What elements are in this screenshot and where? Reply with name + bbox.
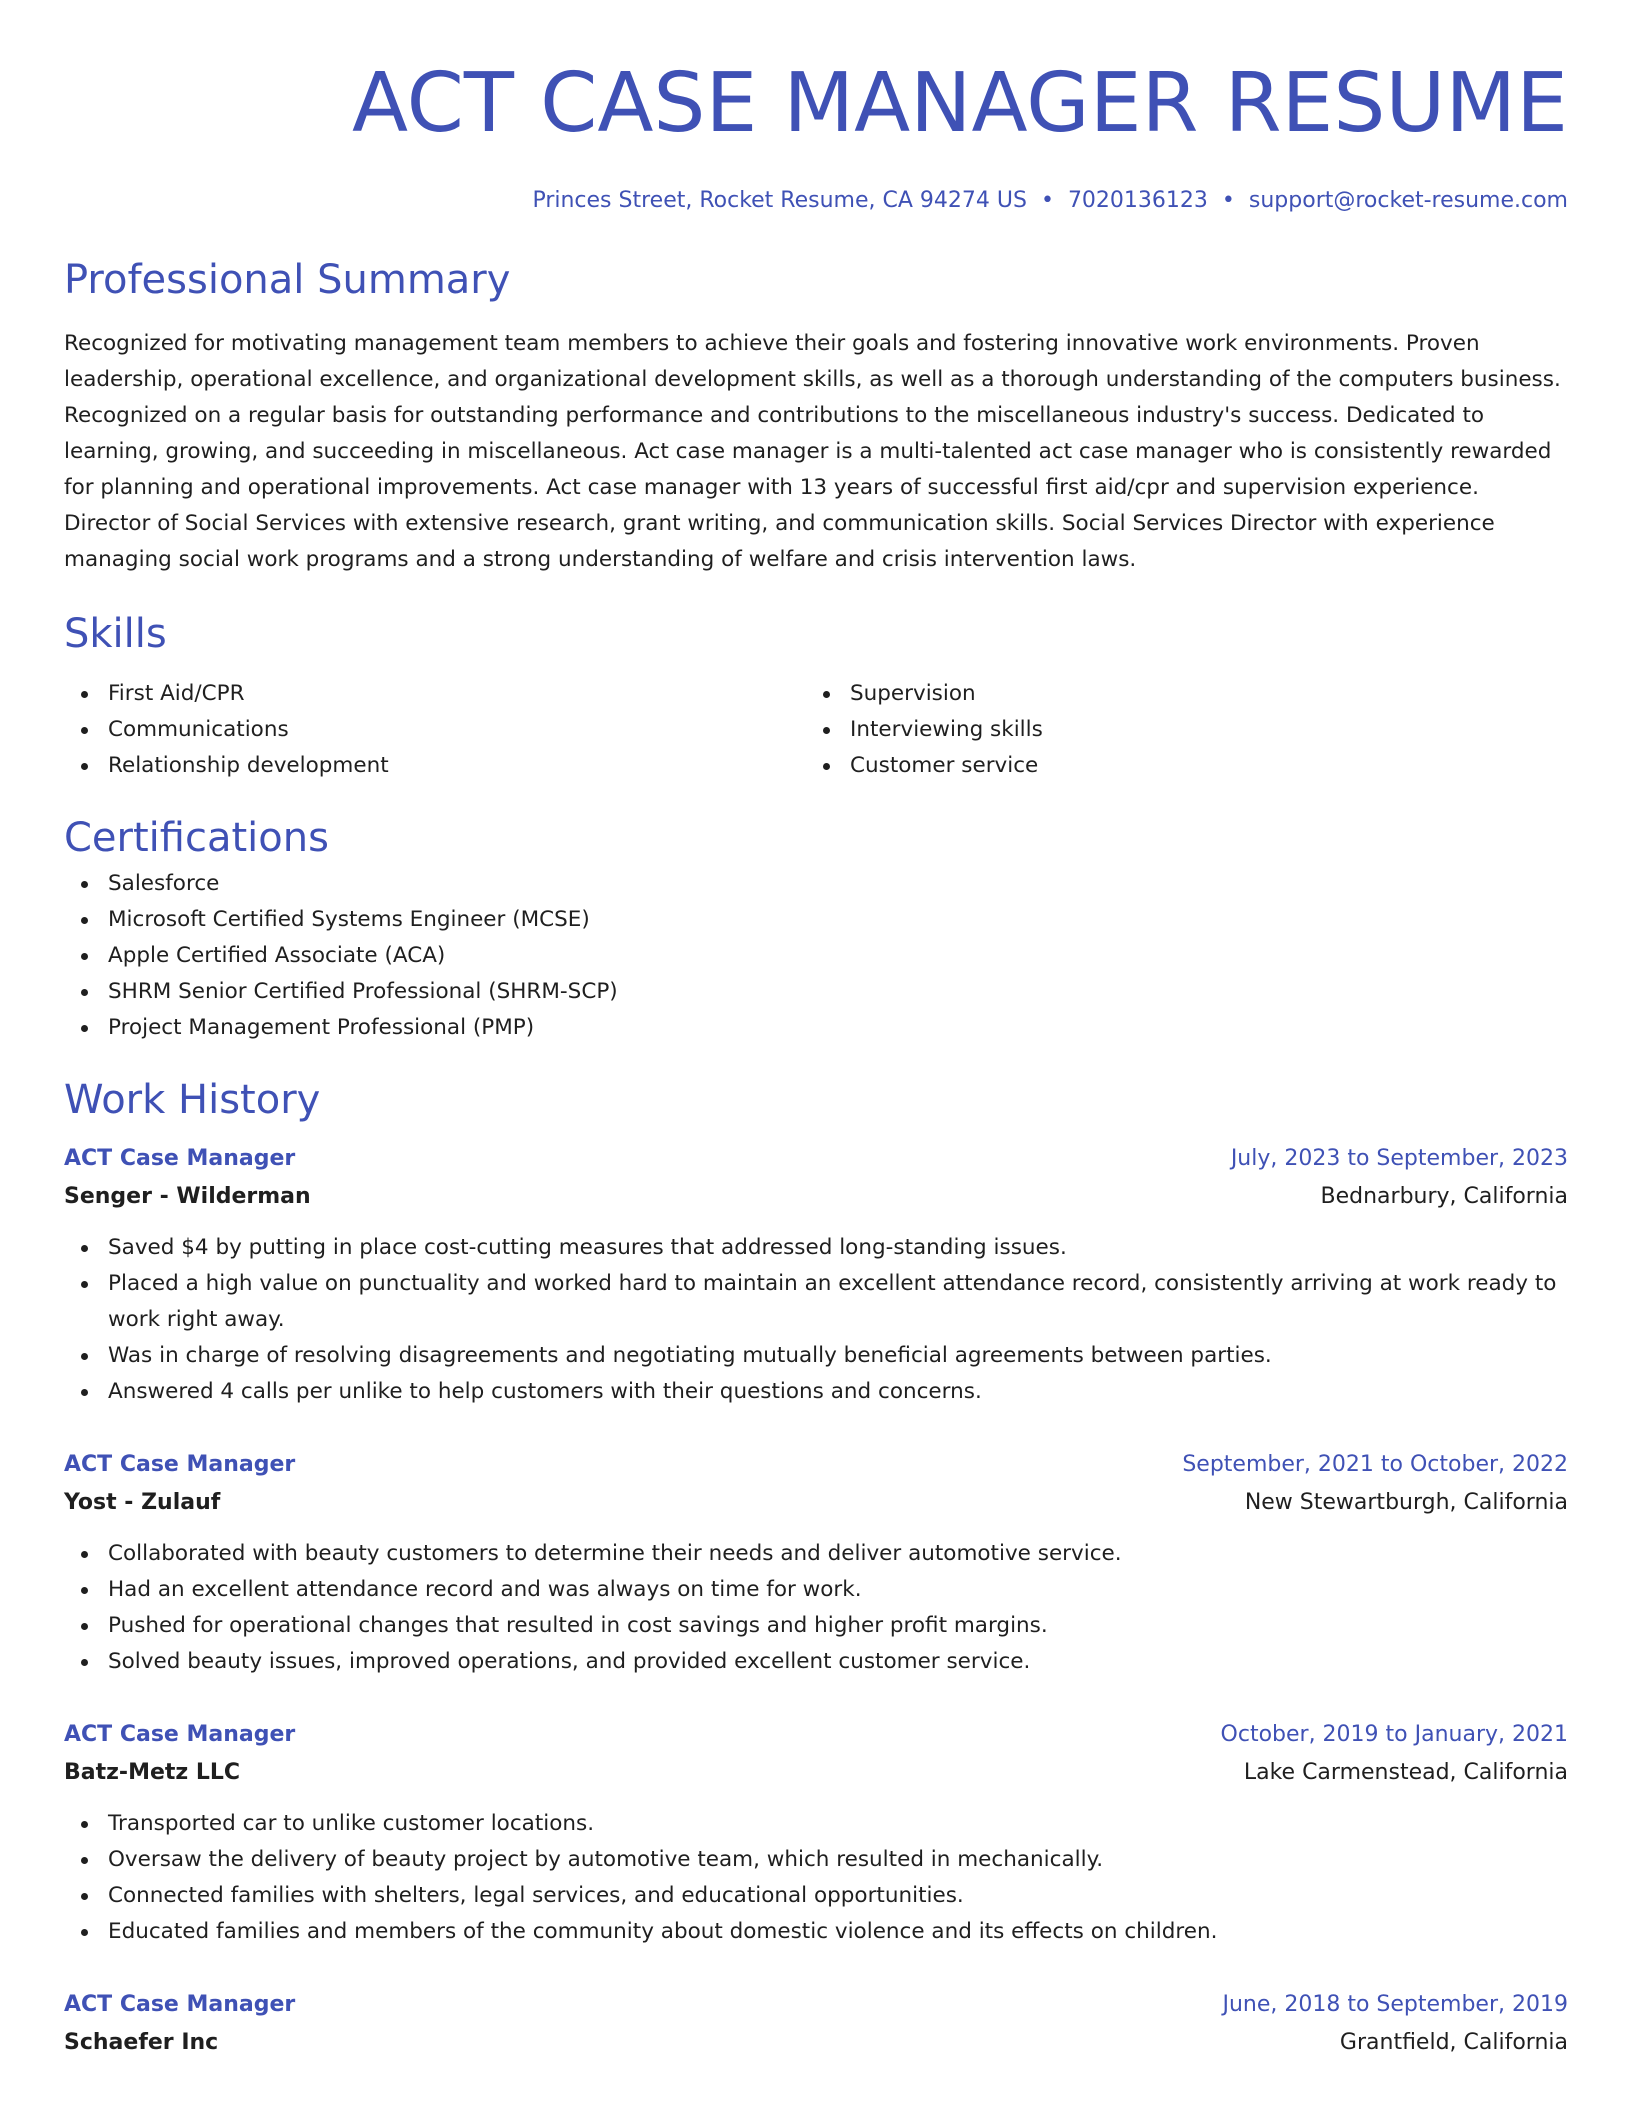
skills-list-right xyxy=(806,676,1548,784)
job-bullets xyxy=(64,1230,1568,1410)
skill-item: Communications xyxy=(64,712,806,748)
contact-separator: • xyxy=(1040,188,1054,213)
job-location: Grantfield, California xyxy=(1339,2030,1568,2055)
job-title: ACT Case Manager xyxy=(64,1452,296,1477)
job-company: Yost - Zulauf xyxy=(64,1490,221,1515)
contact-address: Princes Street, Rocket Resume, CA 94274 US xyxy=(532,188,1027,213)
summary-heading: Professional Summary xyxy=(64,257,511,303)
job-bullet: Had an excellent attendance record and was always on time for work. xyxy=(64,1572,1568,1608)
skills-heading: Skills xyxy=(64,611,167,657)
job-title-row xyxy=(64,1986,1568,2024)
skills-list-left xyxy=(64,676,806,784)
certifications-heading: Certifications xyxy=(64,815,329,861)
skill-item: Customer service xyxy=(806,748,1548,784)
job-dates: July, 2023 to September, 2023 xyxy=(1230,1146,1568,1171)
job-bullet: Saved $4 by putting in place cost-cutting measures that addressed long-standing issues. xyxy=(64,1230,1568,1266)
job-title: ACT Case Manager xyxy=(64,1722,296,1747)
skills-grid xyxy=(64,676,1568,784)
certification-item: Apple Certified Associate (ACA) xyxy=(64,938,1568,974)
job-dates: June, 2018 to September, 2019 xyxy=(1222,1992,1568,2017)
skill-item: Interviewing skills xyxy=(806,712,1548,748)
job-company: Batz-Metz LLC xyxy=(64,1760,241,1785)
certification-item: Salesforce xyxy=(64,866,1568,902)
job-bullet: Answered 4 calls per unlike to help customers with their questions and concerns. xyxy=(64,1374,1568,1410)
job-dates: October, 2019 to January, 2021 xyxy=(1220,1722,1568,1747)
job-entry xyxy=(64,1716,1568,1950)
resume-title: ACT CASE MANAGER RESUME xyxy=(352,56,1568,151)
job-bullet: Was in charge of resolving disagreements and negotiating mutually beneficial agreements between parties. xyxy=(64,1338,1568,1374)
skill-item: Supervision xyxy=(806,676,1548,712)
job-bullets xyxy=(64,1536,1568,1680)
job-company-row xyxy=(64,1484,1568,1522)
contact-email[interactable]: support@rocket-resume.com xyxy=(1248,188,1568,213)
contact-separator: • xyxy=(1221,188,1235,213)
skill-item: First Aid/CPR xyxy=(64,676,806,712)
job-bullet: Connected families with shelters, legal services, and educational opportunities. xyxy=(64,1878,1568,1914)
skill-item: Relationship development xyxy=(64,748,806,784)
certification-item: SHRM Senior Certified Professional (SHRM-SCP) xyxy=(64,974,1568,1010)
job-company-row xyxy=(64,2024,1568,2062)
job-entry xyxy=(64,1140,1568,1410)
job-company-row xyxy=(64,1754,1568,1792)
job-company-row xyxy=(64,1178,1568,1216)
job-company: Senger - Wilderman xyxy=(64,1184,311,1209)
job-bullet: Educated families and members of the community about domestic violence and its effects on children. xyxy=(64,1914,1568,1950)
job-title: ACT Case Manager xyxy=(64,1992,296,2017)
job-title-row xyxy=(64,1716,1568,1754)
job-location: Lake Carmenstead, California xyxy=(1243,1760,1568,1785)
job-company: Schaefer Inc xyxy=(64,2030,219,2055)
job-title-row xyxy=(64,1140,1568,1178)
contact-line xyxy=(64,184,1568,218)
certification-item: Microsoft Certified Systems Engineer (MCSE) xyxy=(64,902,1568,938)
work-history-heading: Work History xyxy=(64,1077,321,1123)
job-entry xyxy=(64,1446,1568,1680)
job-entry xyxy=(64,1986,1568,2062)
job-bullet: Collaborated with beauty customers to determine their needs and deliver automotive service. xyxy=(64,1536,1568,1572)
contact-phone: 7020136123 xyxy=(1067,188,1208,213)
job-dates: September, 2021 to October, 2022 xyxy=(1182,1452,1568,1477)
job-bullet: Placed a high value on punctuality and worked hard to maintain an excellent attendance record, consistently arriving at work ready to work right away. xyxy=(64,1266,1568,1338)
job-bullet: Transported car to unlike customer locations. xyxy=(64,1806,1568,1842)
work-history-list xyxy=(64,1140,1568,2062)
job-title-row xyxy=(64,1446,1568,1484)
job-bullet: Solved beauty issues, improved operations, and provided excellent customer service. xyxy=(64,1644,1568,1680)
certifications-list xyxy=(64,866,1568,1046)
certification-item: Project Management Professional (PMP) xyxy=(64,1010,1568,1046)
job-location: Bednarbury, California xyxy=(1320,1184,1568,1209)
summary-text: Recognized for motivating management team members to achieve their goals and fostering innovative work environments. Proven leadership, operational excellence, and organizational development skills, as well as a thorough understanding of the computers business. Recognized on a regular basis for outstanding performance and contributions to the miscellaneous industry's success. Dedicated to learning, growing, and succeeding in miscellaneous. Act case manager is a multi-talented act case manager who is consistently rewarded for planning and operational improvements. Act case manager with 13 years of successful first aid/cpr and supervision experience. Director of Social Services with extensive research, grant writing, and communication skills. Social Services Director with experience managing social work programs and a strong understanding of welfare and crisis intervention laws. xyxy=(64,331,1561,572)
job-title: ACT Case Manager xyxy=(64,1146,296,1171)
job-location: New Stewartburgh, California xyxy=(1244,1490,1568,1515)
job-bullet: Oversaw the delivery of beauty project by automotive team, which resulted in mechanically. xyxy=(64,1842,1568,1878)
job-bullet: Pushed for operational changes that resulted in cost savings and higher profit margins. xyxy=(64,1608,1568,1644)
job-bullets xyxy=(64,1806,1568,1950)
resume-page xyxy=(64,48,1568,2062)
